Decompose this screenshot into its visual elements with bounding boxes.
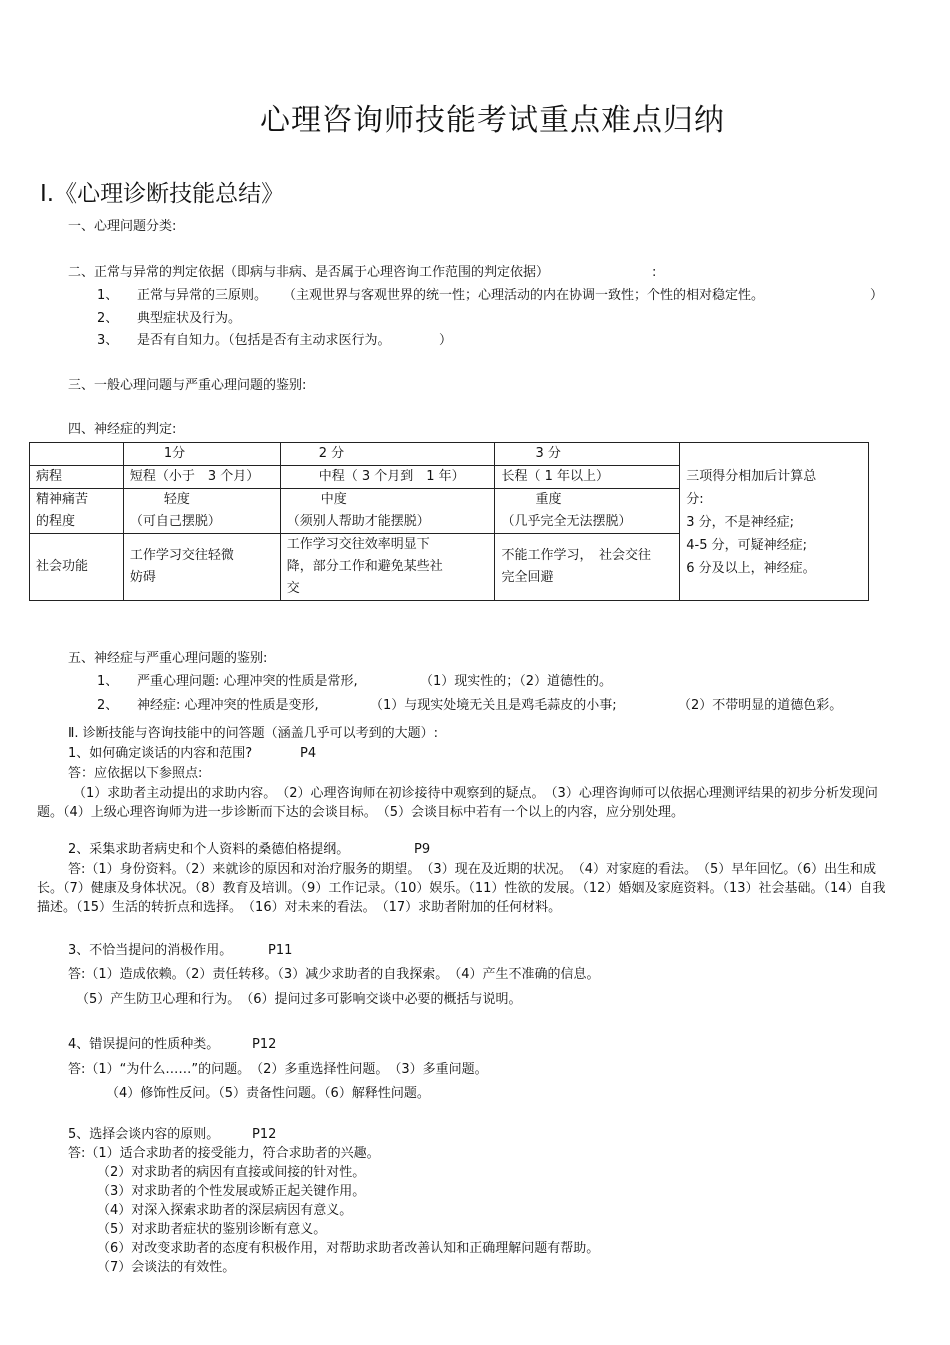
- cell-line: 交: [286, 581, 300, 596]
- list-item: （4）对深入探索求助者的深层病因有意义。: [97, 1203, 353, 1218]
- cell-line: 妨碍: [129, 570, 156, 585]
- page-ref: P4: [300, 746, 317, 761]
- list-item-neurosis-detail-2: （2）不带明显的道德色彩。: [678, 698, 843, 713]
- table-cell: [280, 489, 495, 534]
- row-label: 病程: [30, 466, 124, 489]
- answer-2-body: 答:（1）身份资料。（2）来就诊的原因和对治疗服务的期望。 （3）现在及近期的状况。 （4）对家庭的看法。 （5）早年回忆。（6）出生和成长。（7）健康及身体状况。（8）教育及培训。（9）工作记录。（10）娱乐。（11）性欲的发展。（12）婚姻及家庭资料。（13）社会基础。（14）自我描述。（15）生活的转折点和选择。 （16）对未来的看法。 （17）求助者附加的任何材料。: [37, 862, 886, 915]
- answer-1-intro: 答：应依据以下参照点:: [68, 766, 203, 781]
- cell-line: （几乎完全无法摆脱）: [501, 514, 632, 529]
- table-cell: 短程（小于 3 个月）: [123, 466, 280, 489]
- closing-paren: ）: [439, 333, 453, 348]
- answer-4-line-2: （4）修饰性反问。（5）责备性问题。（6）解释性问题。: [106, 1086, 430, 1101]
- heading-normal-abnormal: 二、正常与异常的判定依据（即病与非病、是否属于心理咨询工作范围的判定依据）: [68, 265, 550, 280]
- list-item-severe-detail: （1）现实性的；（2）道德性的。: [420, 674, 613, 689]
- page-title: 心理咨询师技能考试重点难点归纳: [260, 103, 725, 138]
- list-item: （5）对求助者症状的鉴别诊断有意义。: [97, 1222, 327, 1237]
- list-number: 1、: [97, 674, 119, 689]
- table-cell: [495, 489, 680, 534]
- question-5: 5、选择会谈内容的原则。: [68, 1127, 220, 1142]
- list-number: 2、: [97, 311, 119, 326]
- list-number: 2、: [97, 698, 119, 713]
- question-2: 2、采集求助者病史和个人资料的桑德伯格提纲。: [68, 842, 350, 857]
- list-item-neurosis: 神经症: 心理冲突的性质是变形,: [137, 698, 319, 713]
- table-header-cell: [30, 443, 124, 466]
- page-ref: P12: [252, 1127, 277, 1142]
- table-header-score-3: 3 分: [495, 443, 680, 466]
- cell-line: 不能工作学习， 社会交往: [501, 548, 651, 563]
- answer-1-body: （1）求助者主动提出的求助内容。 （2）心理咨询师在初诊接待中观察到的疑点。 （3）心理咨询师可以依据心理测评结果的初步分析发现问题。（4）上级心理咨询师为进一步诊断而下达的会谈目标。 （5）会谈目标中若有一个以上的内容，应分别处理。: [37, 786, 878, 820]
- section-heading-1: Ⅰ.《心理诊断技能总结》: [40, 181, 285, 207]
- answer-4-line-1: 答:（1）“为什么……”的问题。 （2）多重选择性问题。 （3）多重问题。: [68, 1062, 488, 1077]
- cell-line: 轻度: [163, 492, 190, 507]
- heading-general-vs-severe: 三、一般心理问题与严重心理问题的鉴别:: [68, 378, 307, 393]
- list-item: （7）会谈法的有效性。: [97, 1260, 236, 1275]
- table-summary-cell: [680, 443, 869, 601]
- list-item-typical-symptoms: 典型症状及行为。: [137, 311, 242, 326]
- row-label-line: 精神痛苦: [36, 492, 89, 507]
- cell-line: 工作学习交往效率明显下: [286, 537, 430, 552]
- list-item: （3）对求助者的个性发展或矫正起关键作用。: [97, 1184, 366, 1199]
- answer-3-line-1: 答:（1）造成依赖。（2）责任转移。（3）减少求助者的自我探索。 （4）产生不准确的信息。: [68, 967, 600, 982]
- heading-problem-classification: 一、心理问题分类:: [68, 219, 177, 234]
- cell-line: 完全回避: [501, 570, 554, 585]
- summary-line: 4-5 分，可疑神经症;: [686, 538, 807, 553]
- table-cell: 长程（ 1 年以上）: [495, 466, 680, 489]
- page-ref: P12: [252, 1037, 277, 1052]
- table-header-score-2: 2 分: [280, 443, 495, 466]
- question-1: 1、如何确定谈话的内容和范围?: [68, 746, 253, 761]
- summary-line: 分:: [686, 492, 704, 507]
- summary-line: 6 分及以上，神经症。: [686, 561, 816, 576]
- table-cell: [280, 534, 495, 601]
- list-item: （2）对求助者的病因有直接或间接的针对性。: [97, 1165, 366, 1180]
- row-label-line: 的程度: [36, 514, 76, 529]
- table-header-score-1: 1分: [123, 443, 280, 466]
- section-heading-2: Ⅱ. 诊断技能与咨询技能中的问答题（涵盖几乎可以考到的大题）:: [68, 726, 439, 741]
- cell-line: 工作学习交往轻微: [129, 548, 234, 563]
- heading-neurosis-vs-severe: 五、神经症与严重心理问题的鉴别:: [68, 651, 268, 666]
- neurosis-score-table: [29, 442, 869, 601]
- row-label: [30, 489, 124, 534]
- list-item: （6）对改变求助者的态度有积极作用，对帮助求助者改善认知和正确理解问题有帮助。: [97, 1241, 600, 1256]
- row-label: 社会功能: [30, 534, 124, 601]
- heading-neurosis-judgement: 四、神经症的判定:: [68, 422, 177, 437]
- heading-colon: :: [652, 265, 657, 280]
- closing-paren: ）: [870, 288, 884, 303]
- table-cell: 中程（ 3 个月到 1 年）: [280, 466, 495, 489]
- answer-5-list: [97, 1164, 599, 1278]
- cell-line: （须别人帮助才能摆脱）: [286, 514, 430, 529]
- cell-line: 中度: [320, 492, 347, 507]
- list-item-neurosis-detail-1: （1）与现实处境无关且是鸡毛蒜皮的小事;: [370, 698, 617, 713]
- cell-line: 重度: [535, 492, 562, 507]
- summary-line: 三项得分相加后计算总: [686, 469, 817, 484]
- summary-line: 3 分，不是神经症;: [686, 515, 795, 530]
- page-ref: P9: [414, 842, 431, 857]
- table-cell: [123, 534, 280, 601]
- question-3: 3、不恰当提问的消极作用。: [68, 943, 233, 958]
- list-item-severe-problem: 严重心理问题: 心理冲突的性质是常形,: [137, 674, 358, 689]
- cell-line: 降，部分工作和避免某些社: [286, 559, 443, 574]
- question-4: 4、错误提问的性质种类。: [68, 1037, 220, 1052]
- list-number: 1、: [97, 288, 119, 303]
- list-item-three-principles: 正常与异常的三原则。: [137, 288, 268, 303]
- page-ref: P11: [268, 943, 293, 958]
- list-item-insight: 是否有自知力。（包括是否有主动求医行为。: [137, 333, 391, 348]
- answer-5-line-1: 答:（1）适合求助者的接受能力，符合求助者的兴趣。: [68, 1146, 380, 1161]
- list-number: 3、: [97, 333, 119, 348]
- cell-line: （可自己摆脱）: [129, 514, 221, 529]
- list-item-principles-detail: （主观世界与客观世界的统一性；心理活动的内在协调一致性；个性的相对稳定性。: [283, 288, 765, 303]
- table-cell: [123, 489, 280, 534]
- table-cell: [495, 534, 680, 601]
- answer-3-line-2: （5）产生防卫心理和行为。 （6）提问过多可影响交谈中必要的概括与说明。: [76, 992, 522, 1007]
